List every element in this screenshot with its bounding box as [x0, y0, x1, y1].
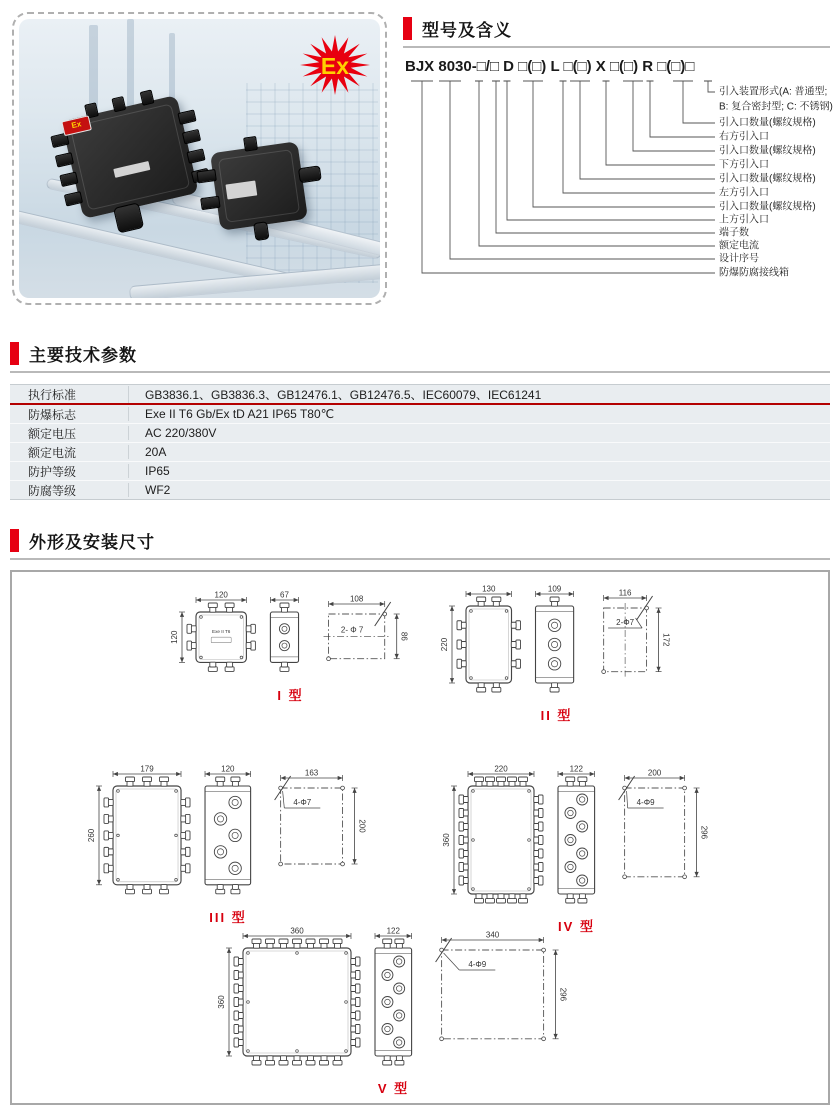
model-breakdown-label: 设计序号: [719, 253, 759, 265]
ex-certification-logo: [298, 33, 372, 99]
table-row: [10, 443, 830, 462]
model-breakdown-label: 端子数: [719, 227, 749, 239]
dim-label: 120: [170, 630, 179, 644]
model-section-header: [403, 16, 830, 48]
cable-gland: [59, 172, 78, 188]
dim-label: 163: [304, 768, 319, 778]
table-row: [10, 462, 830, 481]
type-iii-drawing: [87, 762, 369, 901]
type-i-drawing-group: [170, 588, 411, 704]
dim-label: 360: [442, 833, 451, 847]
dim-label: 360: [290, 926, 304, 936]
ex-logo-text: Ex: [320, 53, 350, 79]
type-label: IV 型: [558, 919, 595, 934]
dim-label: 120: [221, 764, 235, 774]
cable-gland: [243, 136, 258, 152]
type-label: II 型: [540, 708, 573, 723]
model-breakdown-label: 下方引入口: [719, 159, 769, 171]
param-value: WF2: [128, 483, 830, 497]
dim-label: 86: [399, 631, 409, 641]
model-breakdown-label: 引入口数量(螺纹规格): [719, 173, 816, 185]
cable-gland: [182, 129, 201, 145]
type-iv-drawing-group: [442, 762, 711, 935]
model-breakdown-label: 引入口数量(螺纹规格): [719, 117, 816, 129]
dim-label: 122: [386, 926, 400, 936]
cable-gland: [139, 90, 154, 106]
model-breakdown-label: 右方引入口: [719, 131, 769, 143]
model-breakdown-label: 左方引入口: [719, 187, 769, 199]
model-breakdown-diagram: [403, 80, 840, 282]
type-label: III 型: [209, 910, 247, 925]
dim-label: 116: [618, 588, 632, 598]
leader-line: [708, 81, 715, 92]
dim-label: 220: [494, 764, 508, 774]
dim-label: 4-Φ7: [293, 798, 312, 807]
leader-line: [650, 81, 715, 137]
param-value: Exe II T6 Gb/Ex tD A21 IP65 T80℃: [128, 407, 830, 421]
type-i-drawing: [170, 588, 411, 679]
section-accent-bar: [403, 17, 412, 40]
cable-gland: [254, 221, 270, 241]
type-ii-drawing-group: [440, 582, 673, 724]
leader-line: [496, 81, 715, 233]
dim-label: 120: [214, 590, 228, 600]
product-photo-frame: [12, 12, 387, 305]
dim-label: 360: [217, 995, 226, 1009]
leader-line: [479, 81, 715, 246]
params-section-header: [10, 341, 830, 373]
section-title: 型号及含义: [422, 21, 512, 40]
model-breakdown-label: 防爆防腐接线箱: [719, 267, 789, 279]
leader-line: [422, 81, 715, 273]
leader-line: [507, 81, 715, 220]
dim-label: 67: [280, 590, 289, 600]
leader-line: [533, 81, 715, 207]
dim-label: 296: [699, 825, 709, 840]
dim-label: 200: [357, 819, 367, 833]
dim-label: 4-Φ9: [636, 798, 655, 807]
leader-line: [450, 81, 715, 259]
cable-gland: [186, 148, 205, 164]
dim-label: 4-Φ9: [468, 960, 487, 969]
type-v-drawing: [217, 924, 570, 1072]
param-label: 额定电压: [28, 426, 77, 441]
dimension-drawings-panel: [10, 570, 830, 1105]
model-breakdown-label: 额定电流: [719, 240, 759, 252]
dim-label: 260: [87, 828, 96, 843]
cable-gland: [196, 169, 216, 184]
junction-box-small: [210, 141, 308, 230]
section-accent-bar: [10, 342, 19, 365]
table-row: [10, 405, 830, 424]
cable-gland: [177, 109, 196, 125]
dim-label: 130: [482, 584, 496, 594]
dim-label: 296: [558, 987, 568, 1002]
leader-line: [580, 81, 715, 179]
cable-gland: [113, 202, 144, 233]
cable-gland: [55, 152, 74, 168]
cable-gland: [112, 96, 127, 112]
dim-label: 172: [661, 633, 671, 647]
type-iv-drawing: [442, 762, 711, 910]
type-ii-drawing: [440, 582, 673, 699]
param-label: 防腐等级: [28, 483, 77, 498]
model-breakdown-label: 引入口数量(螺纹规格): [719, 201, 816, 213]
dim-label: 220: [440, 637, 449, 652]
technical-parameters-table: [10, 384, 830, 500]
dim-label: 2-Φ7: [616, 618, 635, 627]
section-accent-bar: [10, 529, 19, 552]
dim-label: 109: [547, 584, 562, 594]
param-label: 执行标准: [28, 387, 77, 402]
dim-label: 179: [140, 764, 154, 774]
type-label: V 型: [377, 1081, 410, 1096]
param-label: 防爆标志: [28, 407, 77, 422]
model-breakdown-label: 引入口数量(螺纹规格): [719, 145, 816, 157]
model-breakdown-label: 引入装置形式(A: 普通型;: [719, 86, 828, 98]
dim-label: Exe II T6: [212, 629, 231, 635]
table-row: [10, 424, 830, 443]
table-row: [10, 385, 830, 405]
section-title: 主要技术参数: [29, 346, 137, 365]
dim-label: 340: [485, 930, 500, 940]
param-value: GB3836.1、GB3836.3、GB12476.1、GB12476.5、IEC60079、IEC61241: [128, 386, 830, 403]
param-value: 20A: [128, 445, 830, 459]
type-label: I 型: [277, 688, 304, 703]
dim-label: 2- Φ 7: [340, 625, 364, 635]
dim-label: 122: [569, 764, 583, 774]
dim-label: 200: [647, 768, 662, 778]
param-label: 额定电流: [28, 445, 77, 460]
model-breakdown-label: B: 复合密封型; C: 不锈钢): [719, 101, 833, 113]
dim-label: 108: [349, 594, 364, 604]
param-value: AC 220/380V: [128, 426, 830, 440]
model-number: BJX 8030-□/□ D □(□) L □(□) X □(□) R □(□)□: [405, 58, 695, 75]
model-breakdown-label: 上方引入口: [719, 214, 769, 226]
cable-gland: [64, 191, 83, 207]
param-value: IP65: [128, 464, 830, 478]
product-photo: [19, 19, 380, 298]
leader-line: [683, 81, 715, 123]
type-v-drawing-group: [217, 924, 570, 1097]
dimensions-section-header: [10, 528, 830, 560]
type-iii-drawing-group: [87, 762, 369, 926]
cable-gland: [200, 196, 220, 211]
table-row: [10, 481, 830, 499]
param-label: 防护等级: [28, 464, 77, 479]
ex-mark-on-box: Ex: [61, 115, 92, 136]
section-title: 外形及安装尺寸: [29, 533, 155, 552]
leader-line: [633, 81, 715, 151]
